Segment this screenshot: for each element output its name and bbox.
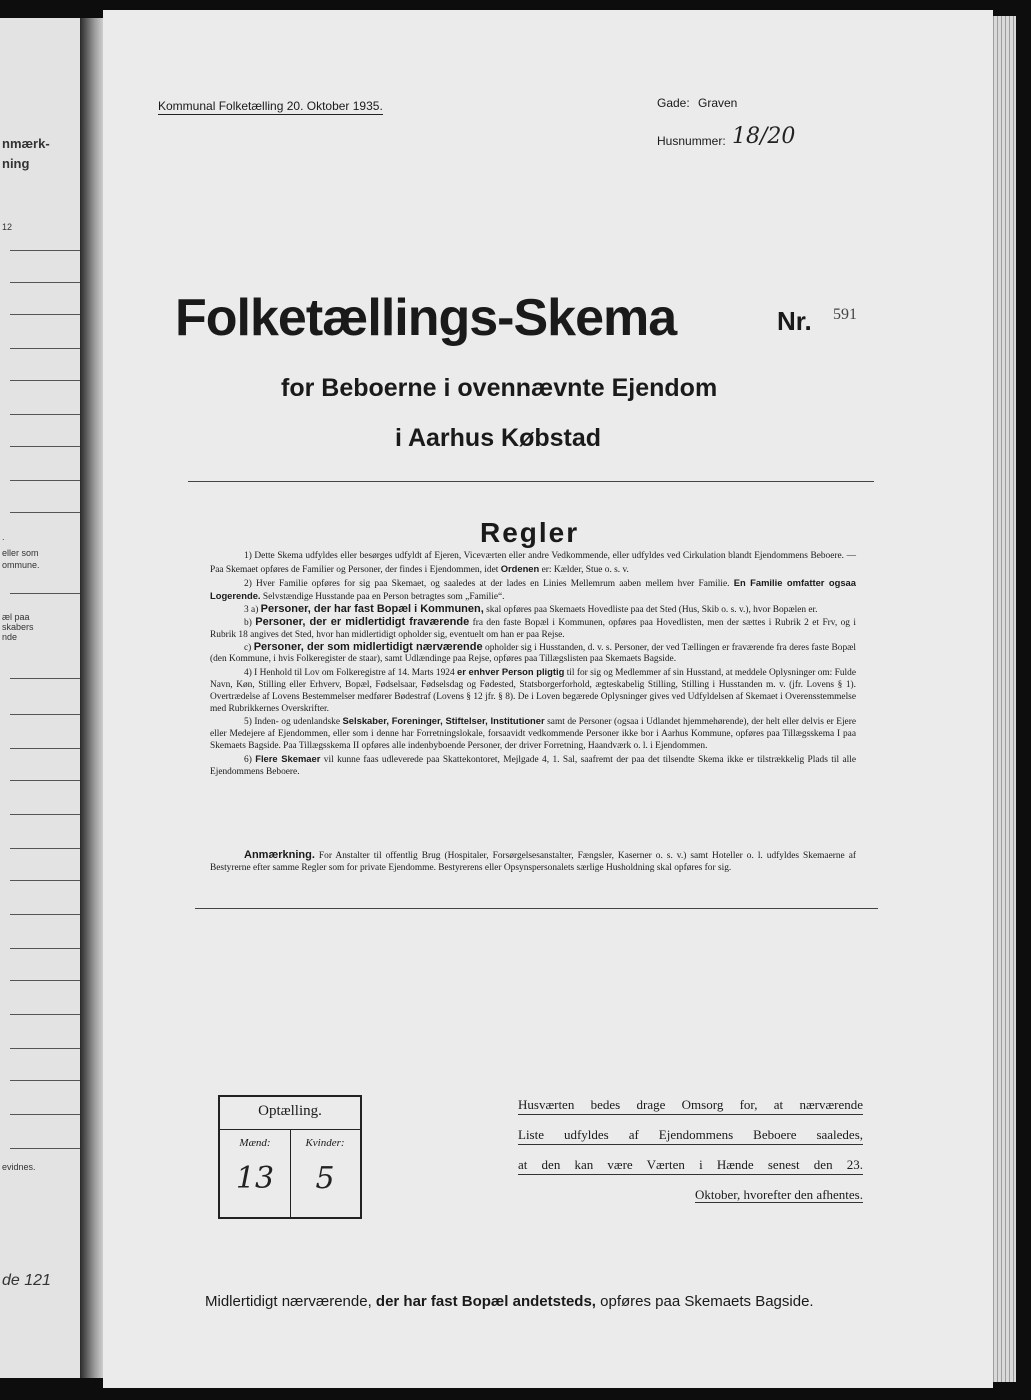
- rules-text: [210, 551, 856, 778]
- divider: [195, 908, 878, 909]
- form-number-value: 591: [833, 306, 857, 323]
- men-count: 13: [235, 1161, 275, 1196]
- note-label: Anmærkning.: [244, 849, 315, 861]
- book-gutter: [80, 18, 104, 1378]
- left-fragment: æl paa: [2, 612, 30, 622]
- left-handwriting: de 121: [2, 1272, 51, 1289]
- left-fragment: ning: [2, 156, 30, 171]
- street-value: Graven: [698, 96, 738, 110]
- left-page-fragment: [0, 18, 80, 1378]
- instruction-line-last: Oktober, hvorefter den afhentes.: [694, 1187, 863, 1202]
- left-fragment: evidnes.: [2, 1162, 36, 1172]
- left-fragment: nmærk-: [2, 136, 50, 151]
- landlord-instructions: [518, 1096, 863, 1215]
- instruction-line: at den kan være Værten i Hænde senest den 23.: [518, 1156, 863, 1175]
- rule-item: 4) I Henhold til Lov om Folkeregistre af 14. Marts 1924 er enhver Person pligtig til for sig og Medlemmer af sin Husstand, at meddele Oplysninger om: Fulde Navn, Køn, Stilling eller Erhverv, Bopæl, Fødselsaar, Fødselsdag og Fødested, Statsborgerforhold, ægteskabelig Stilling, Stilling i Husstanden m. v. (jfr. Lovens § 1). Overtrædelse af Lovens Bestemmelser medfører Bødestraf (Lovens § 12 jfr. § 8). De i Loven begærede Oplysninger gives ved Udfyldelsen af Skemaet i Overensstemmelse med Rubrikkernes Overskrifter.: [210, 666, 856, 714]
- house-number-label: Husnummer:: [657, 134, 726, 148]
- women-count: 5: [315, 1161, 335, 1196]
- rule-item: 6) Flere Skemaer vil kunne faas udleverede paa Skattekontoret, Mejlgade 4, 1. Sal, saafremt der paa det tilsendte Skema ikke er tilstrækkelig Plads til alle Ejendommens Beboere.: [210, 752, 856, 777]
- count-box-title: Optælling.: [258, 1103, 322, 1119]
- house-number-value: 18/20: [732, 124, 796, 149]
- rules-heading: Regler: [480, 517, 580, 548]
- note-text: Anmærkning. For Anstalter til offentlig Brug (Hospitaler, Forsørgelsesanstalter, Fængsler, Kaserner o. s. v.) samt Hoteller o. l. udfyldes Skemaerne af Bestyrerne efter samme Regler som for private Ejendomme. Bestyrerens eller Opsynspersonalets særlige Husholdning skal opføres for sig.: [210, 849, 856, 873]
- rule-item: 3 a) Personer, der har fast Bopæl i Kommunen, skal opføres paa Skemaets Hovedliste paa det Sted (Hus, Skib o. s. v.), hvor Bopælen er.: [244, 603, 818, 616]
- instruction-line: Husværten bedes drage Omsorg for, at nærværende: [518, 1096, 863, 1115]
- instruction-line: Liste udfyldes af Ejendommens Beboere saaledes,: [518, 1126, 863, 1145]
- form-number-label: Nr.: [777, 306, 812, 336]
- rule-item: c) Personer, der som midlertidigt nærværende opholder sig i Husstanden, d. v. s. Personer, der ved Tællingen er fraværende fra deres faste Bopæl (den Kommune, i hvis Folkeregister de staar), samt Udlændinge paa Rejse, opføres paa Tillægslisten paa Skemaets Bagside.: [210, 640, 856, 665]
- divider: [188, 481, 874, 482]
- page-edges: [990, 16, 1016, 1382]
- rule-item: b) Personer, der er midlertidigt fraværende fra den faste Bopæl i Kommunen, opføres paa Hovedlisten, men der sættes i Rubrik 2 et Frv, og i Rubrik 18 angives det Sted, hvor han midlertidigt opholder sig, eventuelt om han er paa Rejse.: [210, 615, 857, 640]
- form-title: Folketællings-Skema: [175, 289, 677, 347]
- men-label: Mænd:: [239, 1137, 271, 1149]
- subtitle-line1: for Beboerne i ovennævnte Ejendom: [281, 374, 718, 402]
- left-fragment: eller som: [2, 548, 39, 558]
- women-label: Kvinder:: [305, 1137, 345, 1149]
- left-fragment: skabers: [2, 622, 34, 632]
- count-box: [218, 1095, 362, 1219]
- left-fragment: .: [2, 532, 5, 542]
- street-label: Gade:: [657, 96, 690, 110]
- left-fragment: ommune.: [2, 560, 40, 570]
- rule-item: 1) Dette Skema udfyldes eller besørges udfyldt af Ejeren, Viceværten eller andre Vedkommende, eller udfyldes ved Cirkulation blandt Ejendommens Beboere. — Paa Skemaet opføres de Familier og Personer, der findes i Ejendommen, idet Ordenen er: Kælder, Stue o. s. v.: [210, 551, 856, 575]
- rule-item: 2) Hver Familie opføres for sig paa Skemaet, og saaledes at der lades en Linies Mellemrum aaben mellem hver Familie. En Familie omfatter ogsaa Logerende. Selvstændige Husstande paa en Person betragtes som „Familie“.: [210, 576, 856, 603]
- subtitle-line2: i Aarhus Købstad: [395, 424, 602, 452]
- rule-item: 5) Inden- og udenlandske Selskaber, Foreninger, Stiftelser, Institutioner samt de Personer (ogsaa i Udlandet hjemmehørende), der helt eller delvis er Ejere eller Medejere af Ejendommen, eller som i denne har Forretningslokale, forsaavidt vedkommende Personer ikke bor i Aarhus Kommune, opføres paa Tillægsskema I paa Skemaets Bagside. Paa Tillægsskema II opføres alle indenbyboende Personer, der driver Forretning, Haandværk o. l. i Ejendommen.: [210, 715, 857, 751]
- census-header: Kommunal Folketælling 20. Oktober 1935.: [158, 99, 383, 113]
- footer-note: Midlertidigt nærværende, der har fast Bopæl andetsteds, opføres paa Skemaets Bagside.: [205, 1293, 814, 1310]
- left-fragment: nde: [2, 632, 18, 642]
- left-fragment: 12: [2, 222, 13, 232]
